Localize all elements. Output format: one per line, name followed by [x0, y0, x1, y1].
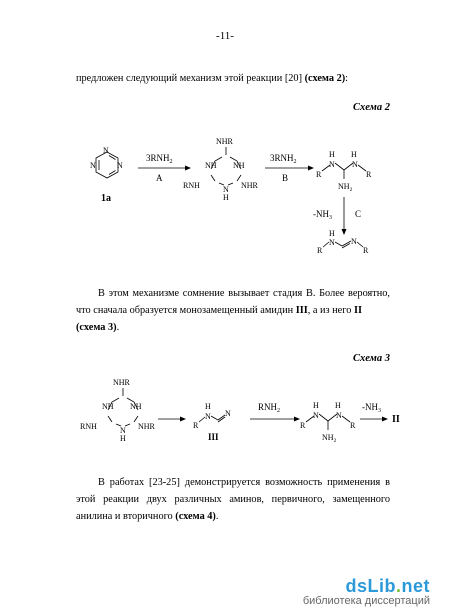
- iii-h: H: [205, 402, 211, 411]
- orthoamide-h-left: H: [329, 150, 335, 159]
- hexa-left-rnh: RNH: [183, 181, 200, 190]
- arrow-b-head: [308, 166, 314, 171]
- watermark-logo: dsLib.net: [345, 576, 430, 596]
- arrow-c-head: [342, 229, 347, 235]
- mechanism-line1: В этом механизме сомнение вызывает стадия B. Более вероятно,: [98, 288, 390, 299]
- scheme-3-diagram: [0, 378, 450, 458]
- hexa-nh-left: NH: [205, 161, 217, 170]
- hexa-nh-right: NH: [233, 161, 245, 170]
- orthoamide-h-right: H: [351, 150, 357, 159]
- intro-tail: :: [345, 73, 349, 84]
- s3-ortho-n-left: N: [313, 411, 319, 420]
- step-b-label: B: [282, 173, 289, 183]
- compound-1a-label: 1a: [101, 193, 111, 204]
- product-ii-label: II: [392, 414, 400, 425]
- s3-arrow-3-head: [382, 417, 388, 422]
- intro-scheme-ref: (схема 2): [304, 73, 346, 84]
- compound-iii-label: III: [208, 432, 219, 442]
- iii-r: R: [193, 421, 199, 430]
- amidine-r-left: R: [317, 246, 323, 255]
- amidine-n-left: N: [329, 238, 335, 247]
- hexa-h-bottom: H: [223, 193, 229, 202]
- mechanism-amidine-ii: II: [353, 305, 362, 316]
- s3-reagent2: $-NH_3$: [362, 402, 381, 414]
- orthoamide-n-left: N: [329, 160, 335, 169]
- step-a-label: A: [156, 173, 163, 183]
- intro-text: предложен следующий механизм этой реакции [20]: [76, 73, 305, 84]
- hexa-right-nhr: NHR: [241, 181, 258, 190]
- two-amines-scheme-ref: (схема 4): [175, 511, 216, 522]
- amidine-n-right: N: [351, 237, 357, 246]
- s3-h-bottom: H: [120, 434, 126, 443]
- orthoamide-r-left: R: [316, 170, 322, 179]
- mechanism-line2a: что сначала образуется монозамещенный амидин: [76, 305, 296, 316]
- mechanism-line2c: , а из него: [307, 305, 354, 316]
- triazine-1a-structure: [96, 152, 118, 178]
- s3-nh-left: NH: [102, 402, 114, 411]
- reagent-b: $3RNH_2$: [270, 153, 297, 165]
- s3-right-nhr: NHR: [138, 422, 155, 431]
- step-c-label: C: [355, 209, 362, 219]
- amidine-h: H: [329, 229, 335, 238]
- mechanism-scheme-ref: (схема 3): [76, 322, 117, 333]
- s3-ortho-r-right: R: [350, 421, 356, 430]
- triazine-n-top: N: [103, 146, 109, 155]
- scheme-2-diagram: [0, 125, 450, 275]
- two-amines-text: В работах [23-25] демонстрируется возможность применения в этой реакции двух различных аминов, первичного, замещенного анилина и вторичного: [76, 477, 390, 522]
- hexa-n-bottom: N: [223, 185, 229, 194]
- triazine-n-left: N: [90, 161, 96, 170]
- s3-n-bottom: N: [120, 426, 126, 435]
- s3-reagent: $RNH_2$: [258, 402, 281, 414]
- s3-ortho-h-right: H: [335, 401, 341, 410]
- s3-ortho-nh2: $NH_2$: [322, 433, 337, 444]
- paragraph-intro: [76, 70, 348, 87]
- two-amines-tail: .: [215, 511, 219, 522]
- watermark: [303, 576, 430, 607]
- amidine-r-right: R: [363, 246, 369, 255]
- orthoamide-nh2: $NH_2$: [338, 182, 353, 193]
- s3-left-rnh: RNH: [80, 422, 97, 431]
- page-number: -11-: [216, 30, 234, 42]
- arrow-a-head: [185, 166, 191, 171]
- s3-arrow-1-head: [180, 417, 186, 422]
- s3-nh-right: NH: [130, 402, 142, 411]
- s3-ortho-n-right: N: [336, 411, 342, 420]
- iii-n-left: N: [205, 412, 211, 421]
- iii-n-right: N: [225, 409, 231, 418]
- s3-ortho-h-left: H: [313, 401, 319, 410]
- reagent-c: $-NH_3$: [313, 209, 332, 221]
- orthoamide-n-right: N: [352, 160, 358, 169]
- mechanism-tail: .: [116, 322, 120, 333]
- hexa-top-nhr: NHR: [216, 137, 233, 146]
- reagent-a: $3RNH_2$: [146, 153, 173, 165]
- amidine-iii-structure: [199, 415, 225, 422]
- s3-top-nhr: NHR: [113, 378, 130, 387]
- scheme-3-title: Схема 3: [353, 353, 390, 364]
- orthoamide-r-right: R: [366, 170, 372, 179]
- watermark-subtitle: библиотека диссертаций: [302, 595, 430, 607]
- paragraph-mechanism: [76, 285, 390, 336]
- s3-ortho-r-left: R: [300, 421, 306, 430]
- mechanism-amidine-iii: III: [295, 305, 308, 316]
- scheme-2-title: Схема 2: [353, 102, 390, 113]
- triazine-n-right: N: [117, 161, 123, 170]
- paragraph-two-amines: [76, 474, 390, 525]
